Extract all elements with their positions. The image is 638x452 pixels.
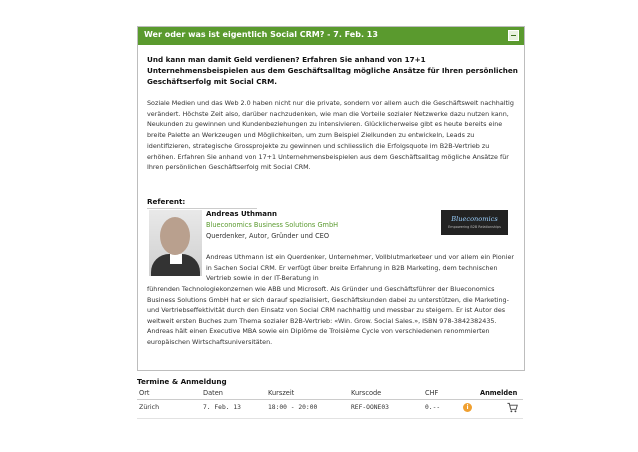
cell-kurszeit: 18:00 - 20:00 (268, 404, 318, 411)
photo-head (160, 217, 190, 255)
col-header-ort: Ort (139, 389, 150, 397)
col-header-chf: CHF (425, 389, 439, 397)
referent-role: Querdenker, Autor, Gründer und CEO (206, 232, 330, 240)
referent-bio-part2: führenden Technologiekonzernen wie ABB und Microsoft. Als Gründer und Geschäftsführer der Blueconomics Business Solutions GmbH hat er sich darauf spezialisiert, Geschäftskunden dabei zu unterstützen, die Marketing- und Vertriebseffektivität durch den Einsatz von Social CRM nachhaltig und messbar zu steigern. Er ist Autor des weltweit ersten Buches zum Thema sozialer B2B-Vertrieb: «Win. Grow. Social Sales.», ISBN 978-3842382435. Andreas hält einen Executive MBA sowie ein Diplôme de Troisième Cycle von verschiedenen renommierten europäischen Wirtschaftsuniversitäten. (147, 285, 509, 346)
referent-company[interactable]: Blueconomics Business Solutions GmbH (206, 221, 339, 229)
cell-chf: 0.-- (425, 404, 441, 411)
panel-header (138, 27, 524, 45)
collapse-icon[interactable] (508, 30, 519, 41)
referent-name: Andreas Uthmann (206, 210, 277, 218)
company-logo (441, 210, 508, 235)
col-header-kurszeit: Kurszeit (268, 389, 295, 397)
panel-title: Wer oder was ist eigentlich Social CRM? - 7. Feb. 13 (144, 30, 378, 39)
table-header-divider (137, 399, 523, 400)
event-headline: Und kann man damit Geld verdienen? Erfahren Sie anhand von 17+1 Unternehmensbeispielen aus dem Geschäftsalltag mögliche Ansätze für Ihren persönlichen Geschäftserfolg mit Social CRM. (147, 55, 518, 86)
referent-label: Referent: (147, 197, 186, 206)
col-header-anmelden: Anmelden (480, 389, 518, 397)
referent-bio-part1: Andreas Uthmann ist ein Querdenker, Unternehmer, Vollblutmarketeer und vor allem ein Pionier in Sachen Social CRM. Er verfügt über breite Erfahrung in B2B Marketing, dem technischen Vertrieb sowie in der IT-Beratung in (206, 253, 515, 283)
event-description: Soziale Medien und das Web 2.0 haben nicht nur die private, sondern vor allem auch die Geschäftswelt nachhaltig verändert. Höchste Zeit also, darüber nachzudenken, wie man die Vorteile sozialer Netzwerke dazu nutzen kann, Neukunden zu gewinnen und Kundenbeziehungen zu intensivieren. Glücklicherweise gibt es heute bereits eine breite Palette an Werkzeugen und Möglichkeiten, um zum Beispiel Zielkunden zu entwickeln, Leads zu identifizieren, strategische Grossprojekte zu gewinnen und schliesslich die Erfolgsquote im B2B-Vertrieb zu erhöhen. Erfahren Sie anhand von 17+1 Unternehmensbeispielen aus dem Geschäftsalltag mögliche Ansätze für Ihren persönlichen Geschäftserfolg mit Social CRM. (147, 99, 514, 172)
cell-kurscode: REF-OONE03 (351, 404, 389, 411)
col-header-daten: Daten (203, 389, 223, 397)
schedule-title: Termine & Anmeldung (137, 377, 227, 386)
logo-text: Blueconomics (451, 215, 498, 223)
event-panel (137, 26, 525, 371)
info-icon[interactable]: i (463, 403, 472, 412)
table-row-divider (137, 418, 523, 419)
col-header-kurscode: Kurscode (351, 389, 382, 397)
cell-daten: 7. Feb. 13 (203, 404, 241, 411)
referent-photo (149, 210, 202, 276)
logo-tagline: Empowering B2B Relationships (448, 225, 501, 229)
referent-divider (147, 208, 257, 209)
cell-ort: Zürich (139, 404, 160, 411)
photo-collar (170, 254, 182, 264)
cart-icon[interactable] (507, 402, 518, 413)
